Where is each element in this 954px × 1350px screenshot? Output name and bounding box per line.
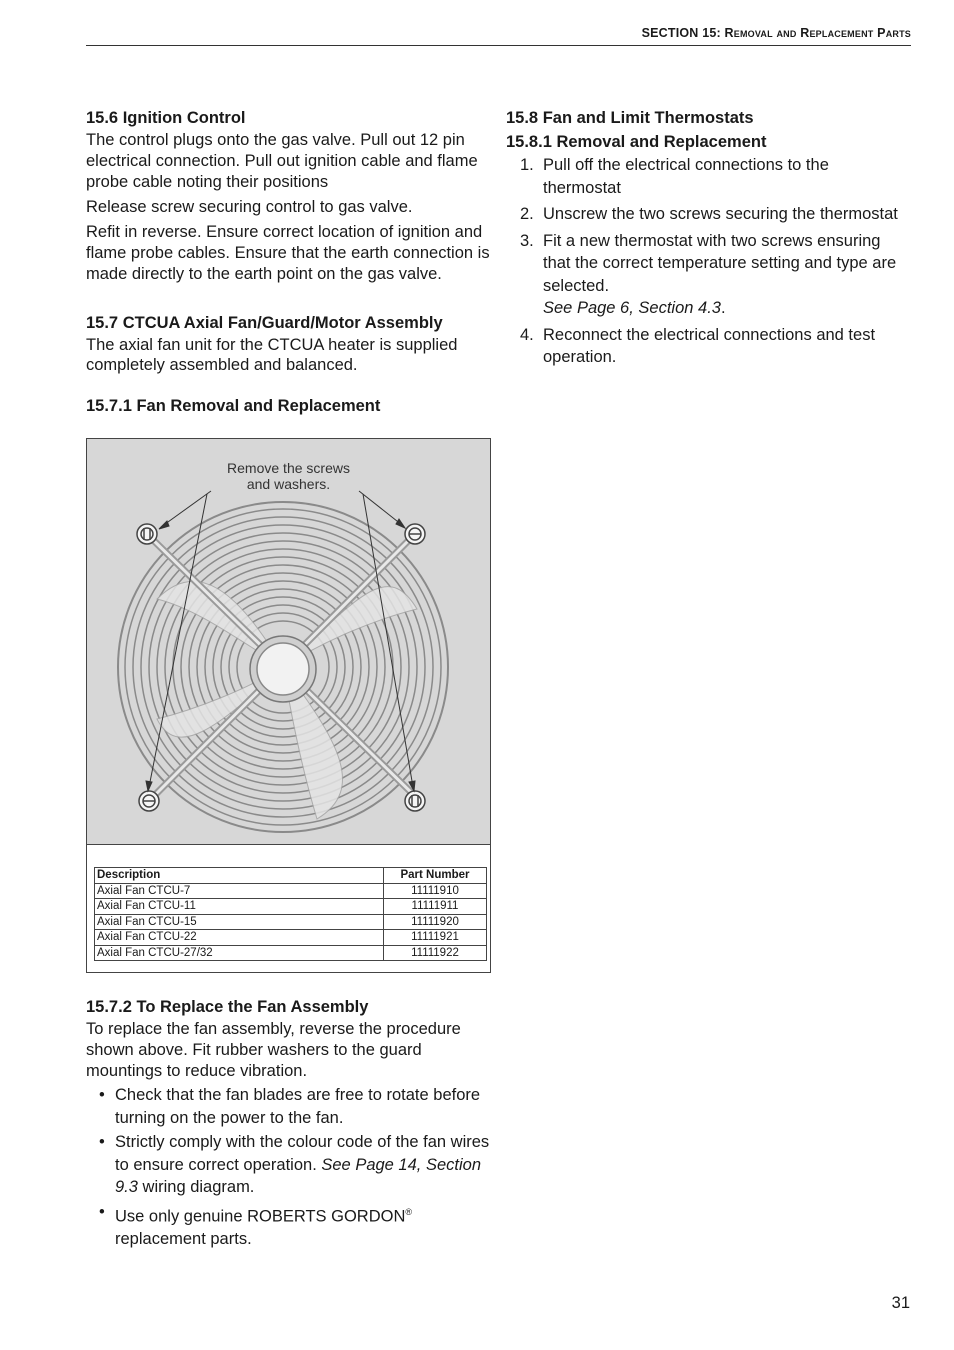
bullet-list [86, 1084, 490, 1250]
list-item: • Use only genuine ROBERTS GORDON® replacement parts. [99, 1202, 413, 1248]
list-item: • Strictly comply with the colour code of the fan wires to ensure correct operation. See Page 14, Section 9.3 wiring diagram. [99, 1133, 490, 1196]
heading-15-8: 15.8 Fan and Limit Thermostats [506, 109, 754, 127]
paragraph: Release screw securing control to gas valve. [86, 198, 413, 216]
left-column [86, 106, 490, 418]
cell-description: Axial Fan CTCU-11 [95, 899, 384, 915]
heading-15-7-1: 15.7.1 Fan Removal and Replacement [86, 397, 381, 415]
page-number: 31 [891, 1294, 910, 1312]
cell-description: Axial Fan CTCU-27/32 [95, 945, 384, 961]
fan-guard-drawing [87, 439, 490, 844]
left-column-lower [86, 995, 490, 1250]
heading-15-7-2: 15.7.2 To Replace the Fan Assembly [86, 998, 369, 1016]
cell-part-number: 11111910 [384, 883, 487, 899]
cell-description: Axial Fan CTCU-22 [95, 930, 384, 946]
list-item: 2. Unscrew the two screws securing the thermostat [520, 205, 898, 223]
page-header [86, 24, 911, 46]
section-title: SECTION 15: Removal and Replacement Parts [641, 26, 911, 40]
cell-description: Axial Fan CTCU-15 [95, 914, 384, 930]
paragraph: To replace the fan assembly, reverse the procedure shown above. Fit rubber washers to the guard mountings to reduce vibration. [86, 1020, 461, 1080]
list-item: 3. Fit a new thermostat with two screws ensuring that the correct temperature setting and type are selected. See Page 6, Section 4.3. [520, 231, 897, 317]
paragraph: Refit in reverse. Ensure correct location of ignition and flame probe cables. Ensure that the earth connection is made directly to the earth point on the gas valve. [86, 223, 490, 283]
paragraph: The control plugs onto the gas valve. Pull out 12 pin electrical connection. Pull out ignition cable and flame probe cable noting their positions [86, 131, 478, 191]
column-header-part-number: Part Number [384, 868, 487, 884]
list-item: 1. Pull off the electrical connections to the thermostat [520, 156, 829, 197]
table-row [95, 899, 487, 915]
table-row [95, 914, 487, 930]
table-row [95, 883, 487, 899]
heading-15-7: 15.7 CTCUA Axial Fan/Guard/Motor Assembly [86, 314, 443, 332]
list-item: • Check that the fan blades are free to rotate before turning on the power to the fan. [99, 1086, 481, 1127]
table-row [95, 930, 487, 946]
table-header-row [95, 868, 487, 884]
parts-table [94, 867, 487, 961]
cell-part-number: 11111922 [384, 945, 487, 961]
cell-description: Axial Fan CTCU-7 [95, 883, 384, 899]
cell-part-number: 11111911 [384, 899, 487, 915]
heading-15-6: 15.6 Ignition Control [86, 109, 246, 127]
fan-figure [86, 438, 491, 973]
numbered-list [506, 154, 911, 369]
cell-part-number: 11111921 [384, 930, 487, 946]
table-row [95, 945, 487, 961]
paragraph: The axial fan unit for the CTCUA heater is supplied completely assembled and balanced. [86, 336, 458, 374]
heading-15-8-1: 15.8.1 Removal and Replacement [506, 133, 767, 151]
column-header-description: Description [95, 868, 384, 884]
figure-caption: Remove the screws and washers. [227, 460, 350, 492]
cell-part-number: 11111920 [384, 914, 487, 930]
fan-illustration [87, 439, 490, 845]
list-item: 4. Reconnect the electrical connections and test operation. [520, 325, 876, 366]
right-column [506, 106, 911, 373]
